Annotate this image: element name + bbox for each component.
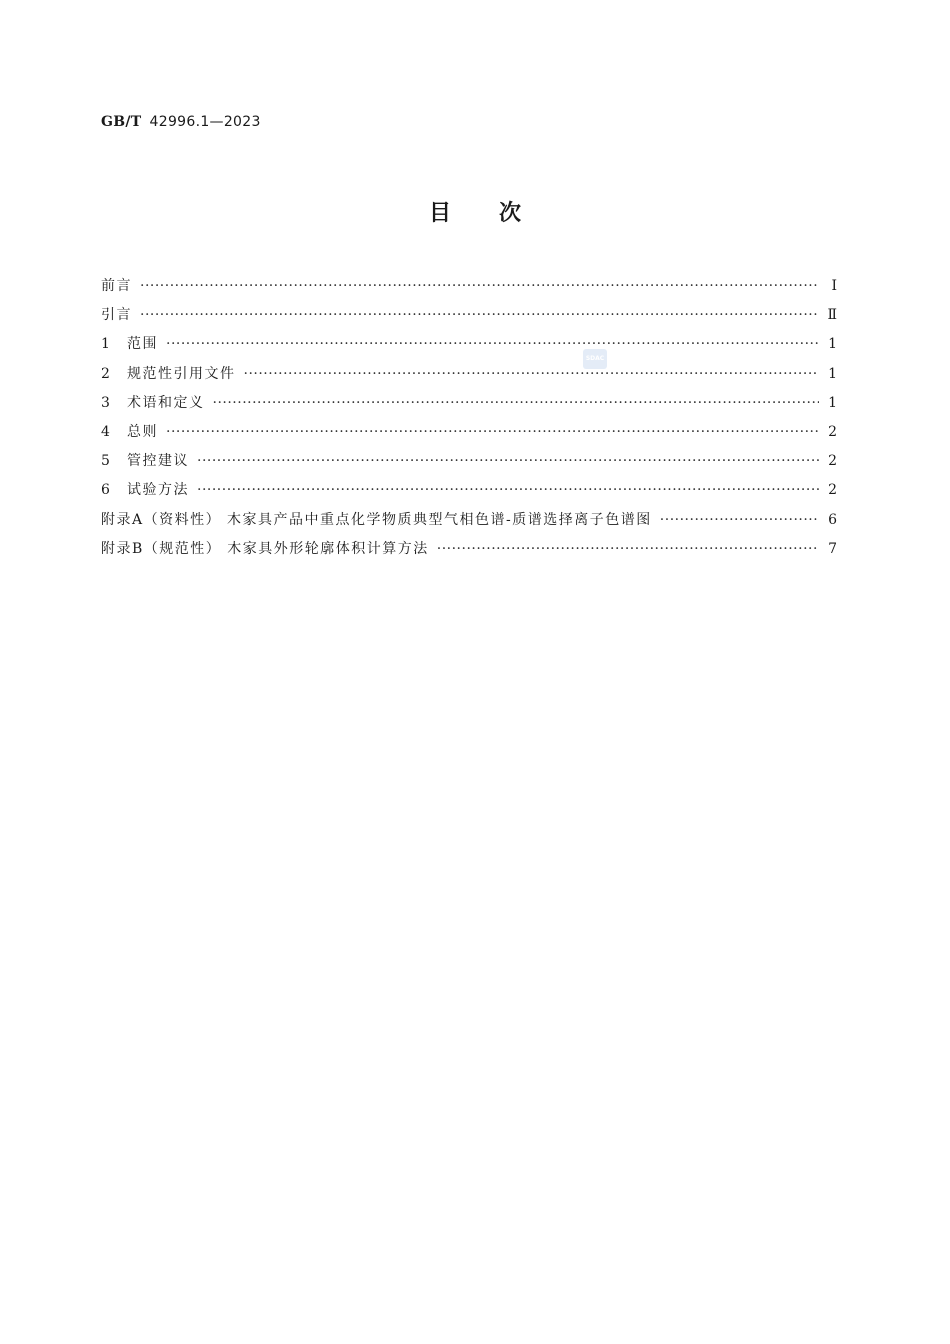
standard-number: 42996.1—2023 [149,114,261,130]
page-title: 目次 [428,201,569,226]
toc-entry-label: 附录A（资料性） 木家具产品中重点化学物质典型气相色谱-质谱选择离子色谱图 [101,511,652,528]
standard-prefix: GB/T [101,114,142,130]
toc-entry-page: 2 [828,423,837,440]
toc-entry-page: 1 [828,336,837,353]
toc-entry-page: 2 [828,482,837,499]
watermark-logo: SDAC [583,349,607,369]
dot-leader [660,506,819,535]
toc-entry-control-recommendations[interactable] [101,447,837,476]
toc-entry-page: 7 [828,540,837,557]
dot-leader [197,447,819,476]
toc-entry-page: 2 [828,453,837,470]
dot-leader [437,535,819,564]
table-of-contents [101,272,837,564]
dot-leader [140,301,819,330]
dot-leader [140,272,819,301]
toc-entry-number: 4 [101,423,110,440]
toc-entry-label: 管控建议 [127,453,189,470]
toc-entry-number: 3 [101,394,110,411]
toc-entry-introduction[interactable] [101,301,837,330]
dot-leader [213,389,820,418]
toc-entry-scope[interactable] [101,330,837,359]
toc-entry-normative-references[interactable] [101,360,837,389]
toc-entry-test-methods[interactable] [101,476,837,505]
toc-entry-label: 附录B（规范性） 木家具外形轮廓体积计算方法 [101,540,429,557]
toc-entry-annex-b[interactable] [101,535,837,564]
toc-entry-number: 5 [101,453,110,470]
toc-entry-label: 规范性引用文件 [127,365,236,382]
toc-entry-label: 前言 [101,278,132,294]
toc-entry-page: Ⅰ [831,278,837,294]
toc-entry-annex-a[interactable] [101,506,837,535]
toc-entry-label: 试验方法 [127,482,189,499]
toc-entry-number: 6 [101,482,110,499]
toc-entry-page: 6 [828,511,837,528]
toc-entry-general[interactable] [101,418,837,447]
toc-entry-label: 总则 [127,423,158,440]
dot-leader [244,360,820,389]
toc-entry-terms-definitions[interactable] [101,389,837,418]
toc-entry-number: 1 [101,336,110,353]
toc-entry-foreword[interactable] [101,272,837,301]
toc-entry-page: 1 [828,394,837,411]
dot-leader [166,330,819,359]
toc-entry-label: 术语和定义 [127,394,205,411]
toc-entry-label: 引言 [101,307,132,324]
dot-leader [197,476,819,505]
toc-entry-number: 2 [101,365,110,382]
toc-entry-page: 1 [828,365,837,382]
toc-entry-page: Ⅱ [827,307,837,324]
dot-leader [166,418,819,447]
standard-code [101,114,261,130]
toc-entry-label: 范围 [127,336,158,353]
